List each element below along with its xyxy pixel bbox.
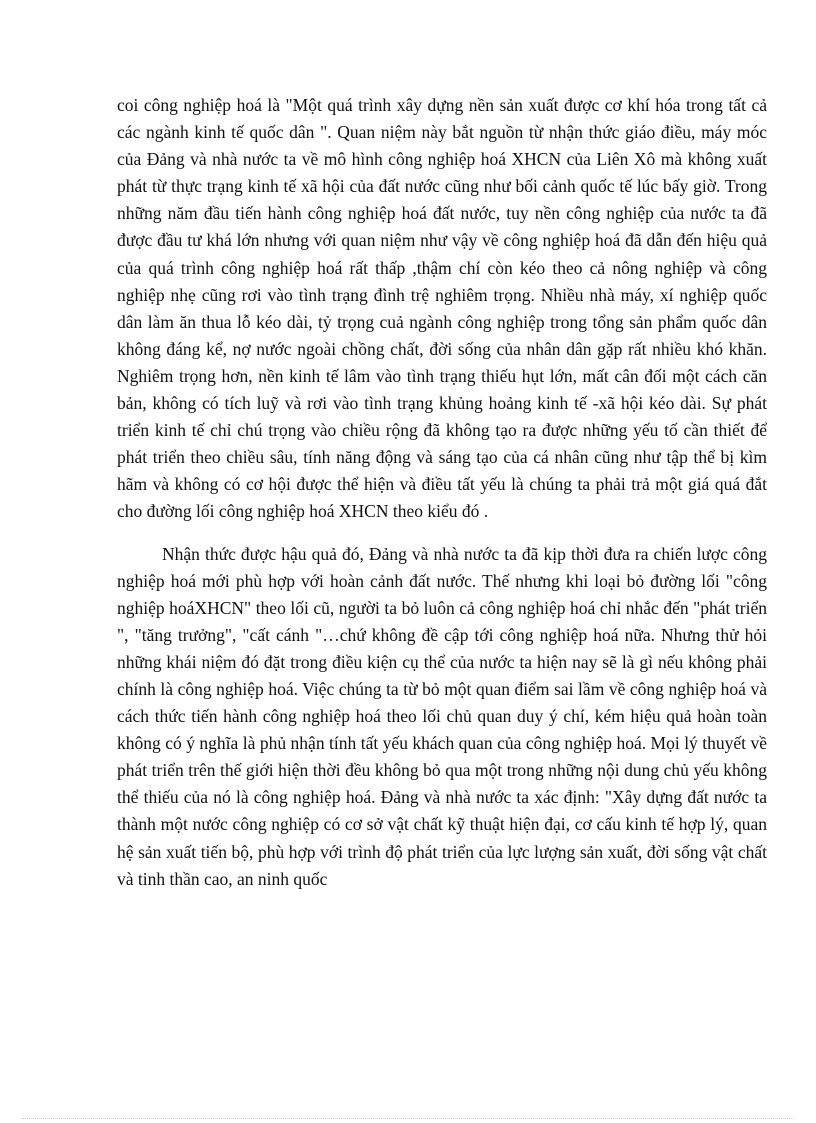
- document-body: [117, 92, 767, 893]
- paragraph-2: Nhận thức được hậu quả đó, Đảng và nhà nước ta đã kịp thời đưa ra chiến lược công nghiệp hoá mới phù hợp với hoàn cảnh đất nước. Thế nhưng khi loại bỏ đường lối "công nghiệp hoáXHCN" theo lối cũ, người ta bỏ luôn cả công nghiệp hoá chỉ nhắc đến "phát triển ", "tăng trưởng", "cất cánh "…chứ không đề cập tới công nghiệp hoá nữa. Nhưng thử hỏi những khái niệm đó đặt trong điều kiện cụ thể của nước ta hiện nay sẽ là gì nếu không phải chính là công nghiệp hoá. Việc chúng ta từ bỏ một quan điểm sai lầm về công nghiệp hoá và cách thức tiến hành công nghiệp hoá theo lối chủ quan duy ý chí, kém hiệu quả hoàn toàn không có ý nghĩa là phủ nhận tính tất yếu khách quan của công nghiệp hoá. Mọi lý thuyết về phát triển trên thế giới hiện thời đều không bỏ qua một trong những nội dung chủ yếu không thể thiếu của nó là công nghiệp hoá. Đảng và nhà nước ta xác định: "Xây dựng đất nước ta thành một nước công nghiệp có cơ sở vật chất kỹ thuật hiện đại, cơ cấu kinh tế hợp lý, quan hệ sản xuất tiến bộ, phù hợp với trình độ phát triển của lực lượng sản xuất, đời sống vật chất và tinh thần cao, an ninh quốc: [117, 543, 767, 889]
- page-bottom-border: [22, 1118, 794, 1119]
- paragraph-1: coi công nghiệp hoá là "Một quá trình xây dựng nền sản xuất được cơ khí hóa trong tất cả các ngành kinh tế quốc dân ". Quan niệm này bắt nguồn từ nhận thức giáo điều, máy móc của Đảng và nhà nước ta về mô hình công nghiệp hoá XHCN của Liên Xô mà không xuất phát từ thực trạng kinh tế xã hội của đất nước cũng như bối cảnh quốc tế lúc bấy giờ. Trong những năm đầu tiến hành công nghiệp hoá đất nước, tuy nền công nghiệp của nước ta đã được đầu tư khá lớn nhưng với quan niệm như vậy về công nghiệp hoá đã dẫn đến hiệu quả của quá trình công nghiệp hoá rất thấp ,thậm chí còn kéo theo cả nông nghiệp và công nghiệp nhẹ cũng rơi vào tình trạng đình trệ nghiêm trọng. Nhiều nhà máy, xí nghiệp quốc dân làm ăn thua lỗ kéo dài, tỷ trọng cuả ngành công nghiệp trong tổng sản phẩm quốc dân không đáng kể, nợ nước ngoài chồng chất, đời sống của nhân dân gặp rất nhiều khó khăn. Nghiêm trọng hơn, nền kinh tế lâm vào tình trạng thiếu hụt lớn, mất cân đối một cách căn bản, không có tích luỹ và rơi vào tình trạng khủng hoảng kinh tế -xã hội kéo dài. Sự phát triển kinh tế chỉ chú trọng vào chiều rộng đã không tạo ra được những yếu tố cần thiết để phát triển theo chiều sâu, tính năng động và sáng tạo của cá nhân cũng như tập thể bị kìm hãm và không có cơ hội được thể hiện và điều tất yếu là chúng ta phải trả một giá quá đắt cho đường lối công nghiệp hoá XHCN theo kiểu đó .: [117, 95, 767, 522]
